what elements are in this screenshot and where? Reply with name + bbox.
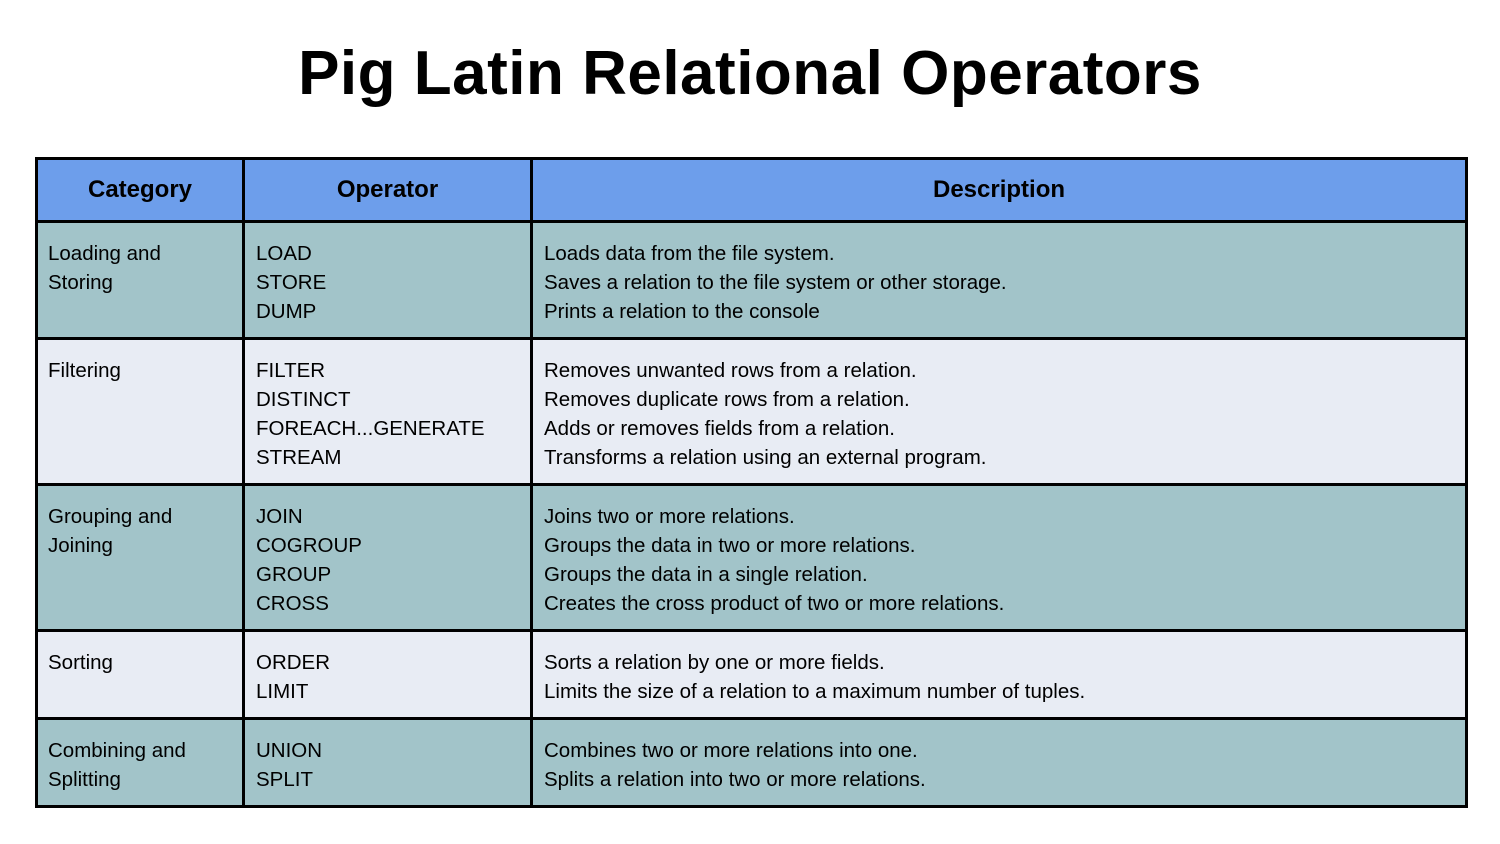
operator-cell <box>244 485 532 631</box>
operator-cell <box>244 719 532 807</box>
operator-name: COGROUP <box>256 534 362 557</box>
table-row <box>37 339 1467 485</box>
operator-description: Combines two or more relations into one. <box>544 739 918 762</box>
operator-description: Creates the cross product of two or more relations. <box>544 592 1005 615</box>
operator-description: Groups the data in two or more relations. <box>544 534 916 557</box>
page-title: Pig Latin Relational Operators <box>298 39 1202 108</box>
category-text: Sorting <box>48 651 113 674</box>
description-cell <box>532 631 1467 719</box>
operator-description: Loads data from the file system. <box>544 242 835 265</box>
table-row <box>37 222 1467 339</box>
description-cell <box>532 719 1467 807</box>
operator-name: SPLIT <box>256 768 313 791</box>
category-cell <box>37 339 244 485</box>
table-row <box>37 485 1467 631</box>
operator-name: ORDER <box>256 651 331 674</box>
column-header-category: Category <box>37 159 244 222</box>
category-text: Loading and <box>48 242 161 265</box>
category-text: Grouping and <box>48 505 173 528</box>
operator-description: Removes duplicate rows from a relation. <box>544 388 910 411</box>
operator-description: Limits the size of a relation to a maximum number of tuples. <box>544 680 1086 703</box>
operator-description: Groups the data in a single relation. <box>544 563 868 586</box>
operator-name: LIMIT <box>256 680 309 703</box>
category-text: Combining and <box>48 739 186 762</box>
operators-table <box>35 157 1468 808</box>
operator-description: Prints a relation to the console <box>544 300 820 323</box>
operator-description: Removes unwanted rows from a relation. <box>544 359 917 382</box>
operator-description: Saves a relation to the file system or other storage. <box>544 271 1007 294</box>
operator-name: LOAD <box>256 242 312 265</box>
operator-description: Splits a relation into two or more relations. <box>544 768 926 791</box>
operator-name: STREAM <box>256 446 342 469</box>
table-row <box>37 719 1467 807</box>
category-cell <box>37 719 244 807</box>
table-row <box>37 631 1467 719</box>
operator-description: Sorts a relation by one or more fields. <box>544 651 885 674</box>
category-cell <box>37 631 244 719</box>
table-header-row <box>37 159 1467 222</box>
description-cell <box>532 339 1467 485</box>
operator-description: Joins two or more relations. <box>544 505 795 528</box>
category-cell <box>37 222 244 339</box>
operator-name: FOREACH...GENERATE <box>256 417 485 440</box>
operator-name: UNION <box>256 739 323 762</box>
category-text: Joining <box>48 534 113 557</box>
description-cell <box>532 485 1467 631</box>
operator-name: GROUP <box>256 563 332 586</box>
operator-name: CROSS <box>256 592 329 615</box>
operator-description: Adds or removes fields from a relation. <box>544 417 895 440</box>
operator-cell <box>244 339 532 485</box>
column-header-description: Description <box>532 159 1467 222</box>
column-header-operator: Operator <box>244 159 532 222</box>
category-text: Storing <box>48 271 113 294</box>
operator-name: STORE <box>256 271 327 294</box>
operator-name: DISTINCT <box>256 388 351 411</box>
operator-cell <box>244 222 532 339</box>
category-text: Splitting <box>48 768 121 791</box>
category-cell <box>37 485 244 631</box>
operator-description: Transforms a relation using an external program. <box>544 446 987 469</box>
operator-name: FILTER <box>256 359 326 382</box>
operator-name: DUMP <box>256 300 317 323</box>
operator-cell <box>244 631 532 719</box>
operator-name: JOIN <box>256 505 303 528</box>
category-text: Filtering <box>48 359 121 382</box>
description-cell <box>532 222 1467 339</box>
